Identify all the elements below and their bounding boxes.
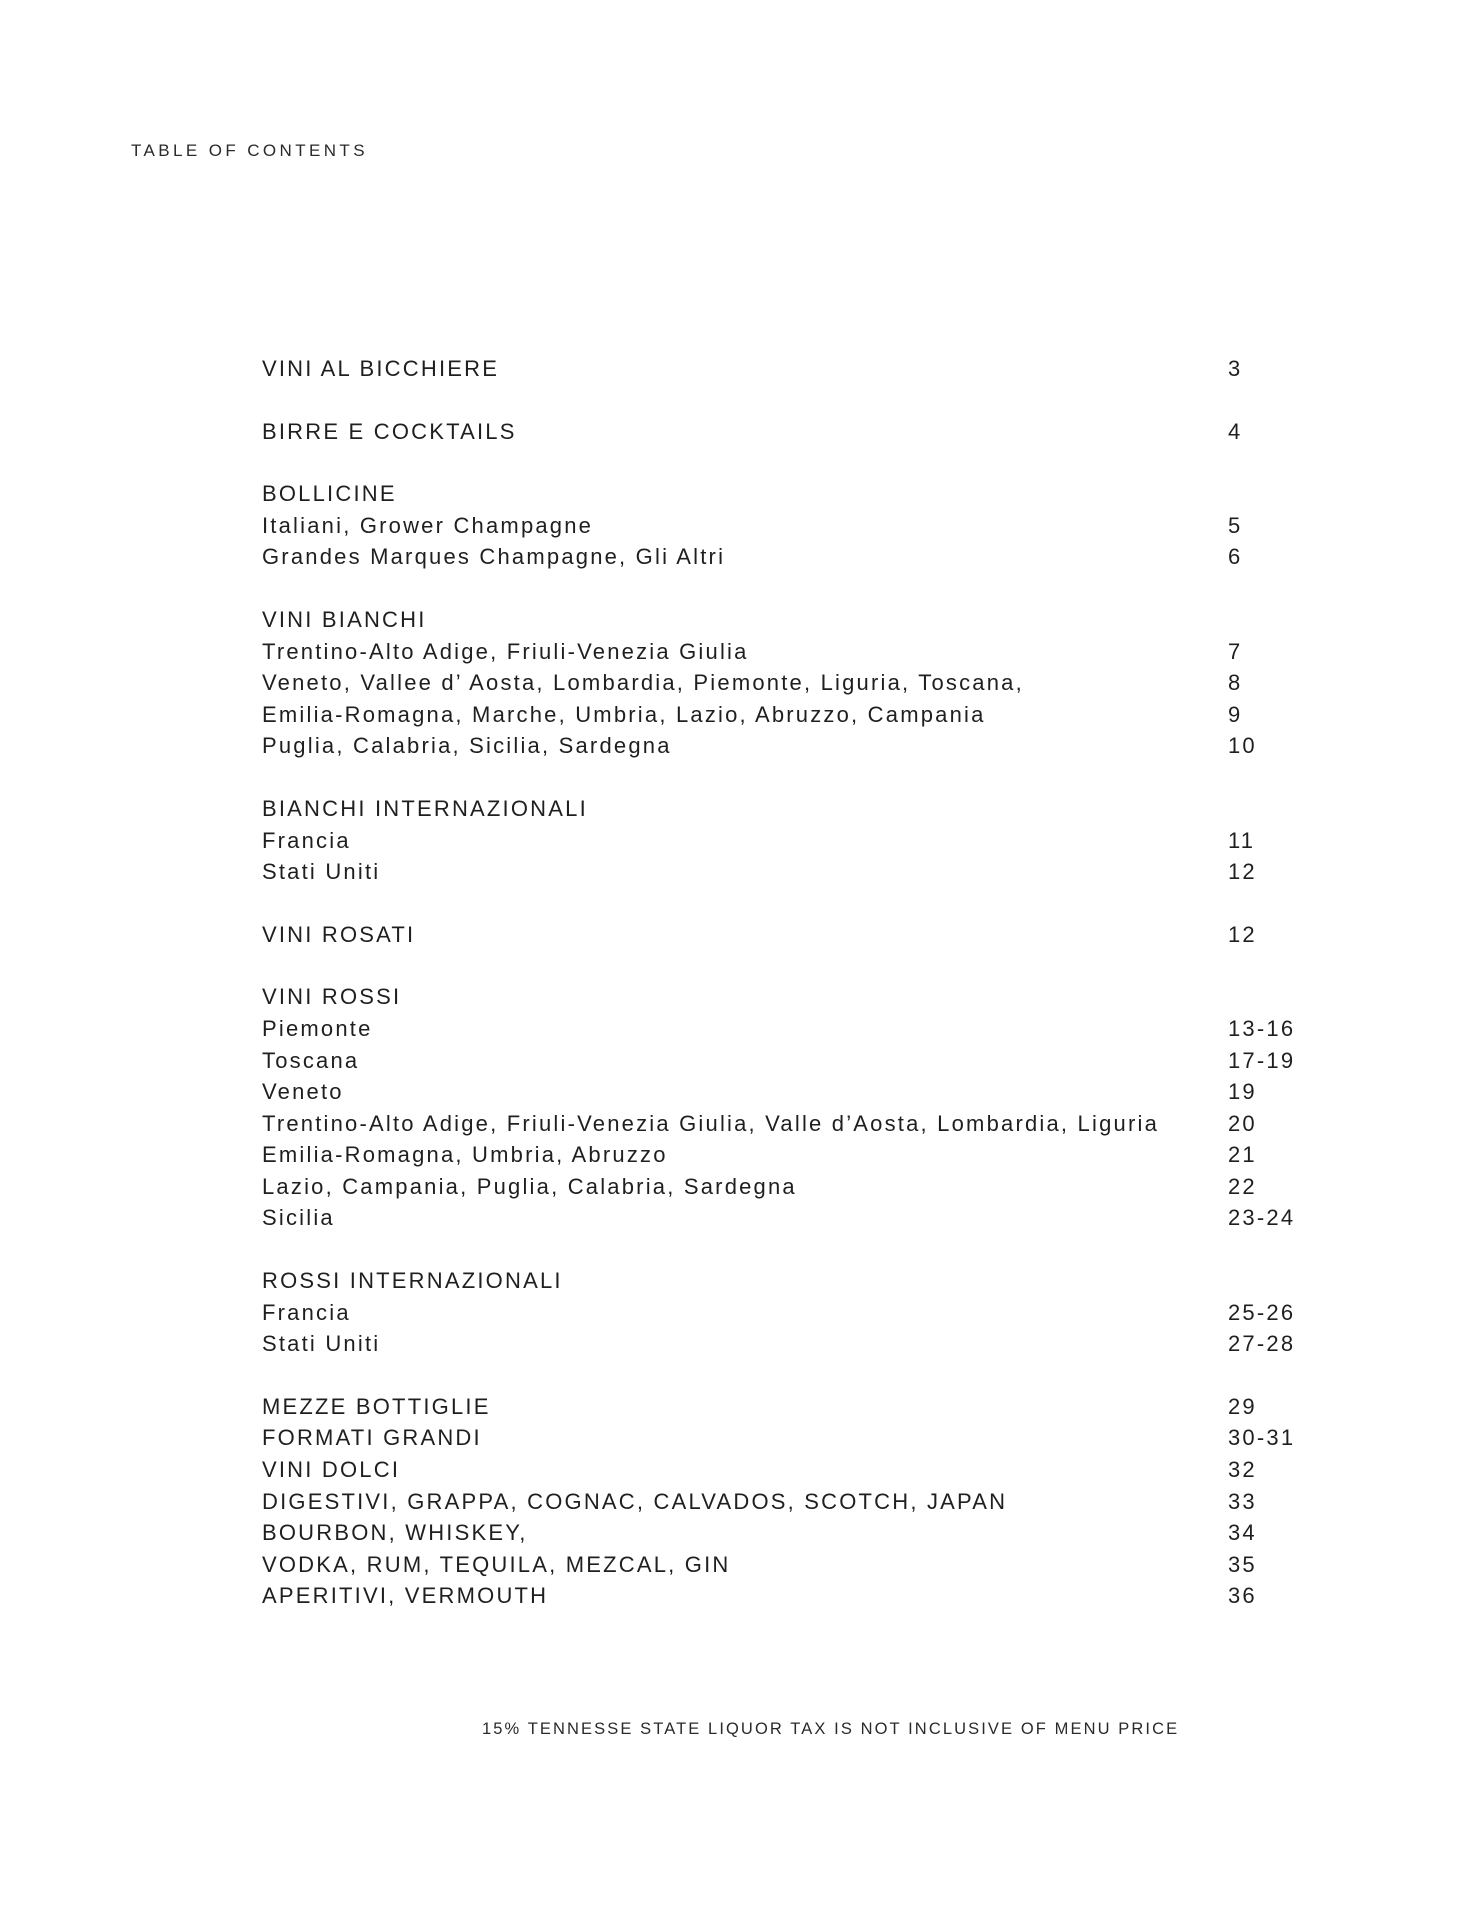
toc-entry [262,1422,1302,1454]
toc-entry-label: ROSSI INTERNAZIONALI [262,1268,563,1294]
toc-entry-label: FORMATI GRANDI [262,1425,482,1451]
toc-entry-page: 12 [1228,921,1257,947]
page-heading: TABLE OF CONTENTS [131,141,368,160]
toc-entry [262,510,1302,542]
toc-section [262,478,1302,573]
toc-entry-page: 23-24 [1228,1205,1296,1231]
toc-entry-page: 30-31 [1228,1425,1296,1451]
toc-section [262,1265,1302,1360]
toc-section [262,1391,1302,1612]
toc-entry-label: MEZZE BOTTIGLIE [262,1393,491,1419]
toc-entry-page: 21 [1228,1142,1257,1168]
toc-entry [262,416,1302,448]
toc-entry-page: 36 [1228,1583,1257,1609]
toc-section-heading [262,604,1302,636]
toc-entry-page: 10 [1228,733,1257,759]
tax-notice: 15% TENNESSE STATE LIQUOR TAX IS NOT INCLUSIVE OF MENU PRICE [482,1720,1180,1738]
toc-entry-page: 19 [1228,1079,1257,1105]
toc-entry-page: 5 [1228,512,1243,538]
toc-entry [262,1517,1302,1549]
toc-entry-page: 17-19 [1228,1047,1296,1073]
toc-entry [262,1391,1302,1423]
toc-entry-label: APERITIVI, VERMOUTH [262,1583,549,1609]
toc-section-heading [262,478,1302,510]
toc-entry [262,1297,1302,1329]
toc-entry-label: BIRRE E COCKTAILS [262,418,517,444]
toc-entry [262,1171,1302,1203]
toc-entry [262,667,1302,699]
toc-entry-page: 4 [1228,418,1243,444]
toc-entry-label: Francia [262,827,351,853]
toc-entry-label: DIGESTIVI, GRAPPA, COGNAC, CALVADOS, SCOTCH, JAPAN [262,1488,1008,1514]
toc-entry-label: Stati Uniti [262,1331,381,1357]
toc-entry [262,856,1302,888]
toc-entry-label: Stati Uniti [262,859,381,885]
toc-entry [262,541,1302,573]
toc-entry [262,353,1302,385]
toc-entry-page: 25-26 [1228,1299,1296,1325]
toc-entry-page: 9 [1228,701,1243,727]
toc-entry-page: 12 [1228,859,1257,885]
toc-entry [262,1013,1302,1045]
toc-section-heading [262,1265,1302,1297]
toc-entry-label: Sicilia [262,1205,335,1231]
toc-entry-page: 20 [1228,1110,1257,1136]
toc-entry [262,699,1302,731]
toc-entry-label: VINI DOLCI [262,1457,401,1483]
toc-entry-label: BIANCHI INTERNAZIONALI [262,795,588,821]
toc-section [262,604,1302,762]
toc-entry-label: Toscana [262,1047,360,1073]
toc-section [262,919,1302,951]
toc-entry-page: 33 [1228,1488,1257,1514]
toc-entry-page: 27-28 [1228,1331,1296,1357]
toc-entry-label: Piemonte [262,1015,373,1041]
toc-entry-page: 8 [1228,670,1243,696]
toc-entry-page: 11 [1228,827,1256,853]
toc-entry-label: VODKA, RUM, TEQUILA, MEZCAL, GIN [262,1551,731,1577]
toc-entry-label: Trentino-Alto Adige, Friuli-Venezia Giulia, Valle d’Aosta, Lombardia, Liguria [262,1110,1160,1136]
toc-entry [262,1076,1302,1108]
toc-entry-label: Grandes Marques Champagne, Gli Altri [262,544,726,570]
toc-entry [262,825,1302,857]
toc-entry-label: Emilia-Romagna, Marche, Umbria, Lazio, Abruzzo, Campania [262,701,986,727]
toc-entry-page: 6 [1228,544,1243,570]
toc-entry-page: 13-16 [1228,1015,1296,1041]
toc-entry-label: Francia [262,1299,351,1325]
toc-entry-label: Emilia-Romagna, Umbria, Abruzzo [262,1142,668,1168]
toc-entry-label: VINI AL BICCHIERE [262,356,500,381]
toc-entry [262,1108,1302,1140]
toc-section [262,793,1302,888]
toc-entry-label: Trentino-Alto Adige, Friuli-Venezia Giulia [262,638,749,664]
toc-entry-label: Puglia, Calabria, Sicilia, Sardegna [262,733,672,759]
toc-section-heading [262,981,1302,1013]
toc-entry-page: 32 [1228,1457,1257,1483]
toc-entry-label: Lazio, Campania, Puglia, Calabria, Sardegna [262,1173,797,1199]
toc-entry [262,919,1302,951]
toc-entry-label: BOLLICINE [262,481,397,507]
toc-section [262,353,1302,385]
toc-entry [262,1454,1302,1486]
toc-entry-label: Veneto [262,1079,344,1105]
toc-entry-page: 29 [1228,1393,1257,1419]
toc-entry [262,1045,1302,1077]
toc-section [262,981,1302,1234]
toc-entry-page: 7 [1228,638,1243,664]
toc-entry [262,1328,1302,1360]
toc-entry-page: 22 [1228,1173,1257,1199]
toc-entry-page: 34 [1228,1520,1257,1546]
toc-entry [262,1549,1302,1581]
toc-entry [262,636,1302,668]
toc-entry-page: 3 [1228,356,1243,381]
toc-entry [262,1202,1302,1234]
toc-entry [262,1580,1302,1612]
toc-entry-label: VINI ROSSI [262,984,402,1010]
toc-entry-page: 35 [1228,1551,1257,1577]
toc-section-heading [262,793,1302,825]
toc-entry [262,1486,1302,1518]
toc-entry [262,1139,1302,1171]
table-of-contents [262,353,1302,1643]
toc-entry-label: Veneto, Vallee d’ Aosta, Lombardia, Piemonte, Liguria, Toscana, [262,670,1024,696]
toc-entry-label: VINI ROSATI [262,921,416,947]
toc-entry-label: VINI BIANCHI [262,606,427,632]
toc-entry-label: Italiani, Grower Champagne [262,512,594,538]
toc-entry [262,730,1302,762]
toc-section [262,416,1302,448]
toc-entry-label: BOURBON, WHISKEY, [262,1520,528,1546]
